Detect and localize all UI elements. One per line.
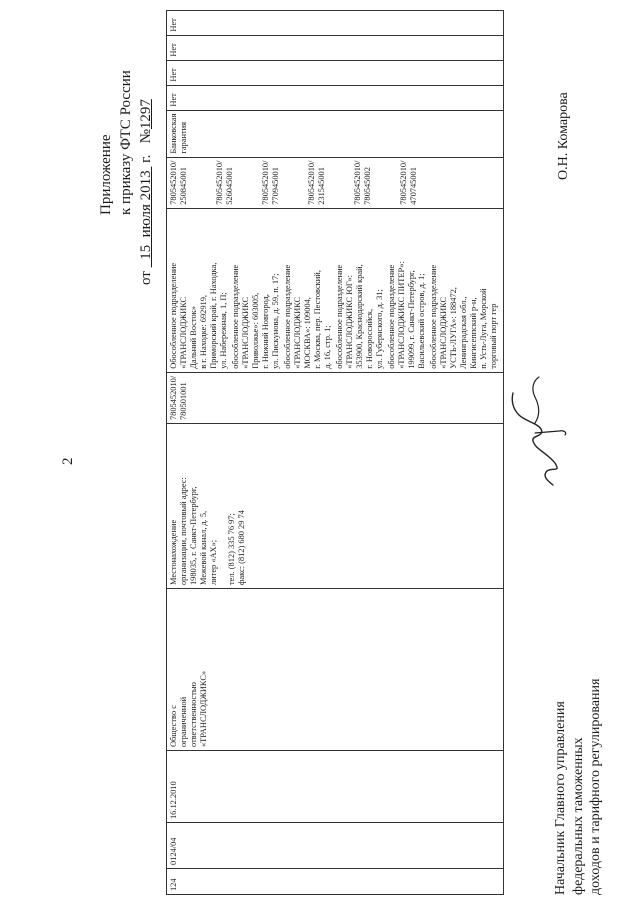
division-inn-line: 7805452010/: [215, 160, 224, 205]
division-line: Обособленное подразделение: [169, 262, 178, 369]
spacer: [281, 161, 307, 205]
address-line: тел. (812) 335 76 97;: [227, 513, 236, 585]
cell-flag-2: Нет: [167, 60, 504, 85]
division-inn-line: 770945001: [271, 167, 280, 205]
division-inn-line: 231545001: [317, 167, 326, 205]
division-line: ул. Пискунова, д. 59, п. 17;: [271, 273, 280, 369]
division-line: обособленное подразделение: [387, 264, 396, 369]
division-line: МОСКВА»: 109004,: [303, 297, 312, 369]
address-line: 198035, г. Санкт-Петербург,: [189, 486, 198, 585]
address-line: факс: (812) 680 29 74: [237, 510, 246, 585]
guarantee-line: Банковская: [169, 113, 178, 154]
division-line: 199099, г. Санкт-Петербург,: [407, 270, 416, 369]
division-line: «ТРАНСЛОДЖИКС ЮГ»:: [345, 275, 354, 369]
appendix-title: Приложение: [98, 134, 114, 215]
division-line: п. Усть-Луга, Морской: [479, 288, 488, 369]
spacer: [189, 161, 215, 205]
cell-inn-kpp: [167, 372, 504, 423]
appendix-number-sign: №: [138, 129, 154, 144]
cell-organization-name: [167, 589, 504, 751]
division-line: обособленное подразделение: [283, 264, 292, 369]
division-inn-line: 470745001: [409, 167, 418, 205]
address-line: Местонахождение: [169, 519, 178, 585]
division-line: «ТРАНСЛОДЖИКС: [439, 296, 448, 369]
guarantee-line: гарантия: [179, 122, 188, 154]
division-line: г. Нижний Новгород,: [261, 294, 270, 369]
signature-position-line: доходов и тарифного регулирования: [588, 678, 603, 895]
division-line: г. Новороссийск,: [365, 308, 374, 369]
inn-kpp-line: 780501001: [179, 382, 188, 420]
table-row: [167, 10, 504, 894]
division-line: Приволжье»: 603005,: [251, 292, 260, 369]
division-line: ул. Губернского, д. 31;: [375, 289, 384, 369]
division-line: ул. Набережная, 1, П;: [219, 292, 228, 369]
division-line: «ТРАНСЛОДЖИКС: [179, 296, 188, 369]
division-line: Приморский край, г. Находка,: [209, 262, 218, 369]
division-line: обособленное подразделение: [335, 264, 344, 369]
cell-divisions: [167, 208, 504, 372]
organization-line: «ТРАНСЛОДЖИКС»: [199, 670, 208, 747]
spacer: [373, 161, 399, 205]
division-line: «ТРАНСЛОДЖИКС: [293, 296, 302, 369]
organization-line: ограниченной: [179, 696, 188, 747]
division-line: «ТРАНСЛОДЖИКС: [241, 296, 250, 369]
division-line: в г. Находке: 692919,: [199, 295, 208, 369]
division-line: 353900, Краснодарский край,: [355, 264, 364, 369]
division-inn-line: 7805452010/: [307, 160, 316, 205]
address-line: Межевой канал, д. 5,: [199, 510, 208, 585]
appendix-day: 15 июля 2013: [138, 170, 154, 260]
inn-kpp-line: 7805452010/: [169, 375, 178, 420]
division-line: Дальний Восток»: [189, 306, 198, 369]
spacer: [219, 427, 227, 585]
address-line: организации, почтовый адрес:: [179, 477, 188, 585]
table-body: [167, 10, 504, 894]
organization-line: Общество с: [169, 705, 178, 747]
division-inn-line: 7805452010/: [399, 160, 408, 205]
spacer: [327, 161, 353, 205]
signature-position-line: федеральных таможенных: [570, 737, 586, 895]
handwritten-signature: [495, 373, 575, 493]
division-line: Кингисеппский р-н,: [469, 297, 478, 369]
division-inn-line: 7805452010/: [261, 160, 270, 205]
appendix-number: 1297: [138, 99, 154, 130]
division-inn-line: 780545002: [363, 167, 372, 205]
division-item: [335, 212, 385, 369]
cell-registration-number: 0124/04: [167, 823, 504, 869]
division-line: обособленное подразделение: [231, 264, 240, 369]
organization-line: ответственностью: [189, 682, 198, 747]
appendix-header: [96, 70, 156, 285]
appendix-from: от: [138, 271, 154, 285]
division-line: Васильевский остров, д. 1;: [417, 273, 426, 369]
division-item: [387, 212, 427, 369]
division-item: [283, 212, 333, 369]
division-inn-line: 250845001: [179, 167, 188, 205]
appendix-year-suffix: г.: [138, 154, 154, 163]
division-line: торговый порт гер: [489, 303, 498, 369]
cell-inclusion-date: 16.12.2010: [167, 751, 504, 823]
cell-address: [167, 424, 504, 589]
division-item: [429, 212, 499, 369]
registry-table: [166, 10, 504, 895]
division-line: «ТРАНСЛОДЖИКС ПИТЕР»:: [397, 261, 406, 369]
division-line: обособленное подразделение: [429, 264, 438, 369]
cell-guarantee: [167, 110, 504, 157]
division-line: УСТЬ-ЛУГА»: 188472,: [449, 287, 458, 369]
signer-name: О.Н. Комарова: [556, 92, 571, 180]
division-inn-line: 7805452010/: [169, 160, 178, 205]
division-inn-line: 526045001: [225, 167, 234, 205]
signature-position-line: Начальник Главного управления: [553, 701, 568, 895]
cell-flag-4: Нет: [167, 10, 504, 35]
cell-row-number: 124: [167, 869, 504, 895]
page-number: 2: [60, 457, 76, 465]
spacer: [235, 161, 261, 205]
cell-flag-1: Нет: [167, 85, 504, 110]
signature-position: [552, 679, 605, 895]
cell-division-inn-kpp: [167, 157, 504, 208]
cell-flag-3: Нет: [167, 35, 504, 60]
division-item: [169, 212, 229, 369]
division-line: Ленинградская обл.,: [459, 296, 468, 369]
division-line: д. 16, стр. 1;: [323, 325, 332, 369]
address-line: литер «АХ»;: [209, 539, 218, 585]
appendix-order-reference: к приказу ФТС России: [118, 70, 134, 215]
division-inn-line: 7805452010/: [353, 160, 362, 205]
division-item: [231, 212, 281, 369]
division-line: г. Москва, пер. Пестовский,: [313, 270, 322, 369]
appendix-date-number: [136, 70, 156, 285]
